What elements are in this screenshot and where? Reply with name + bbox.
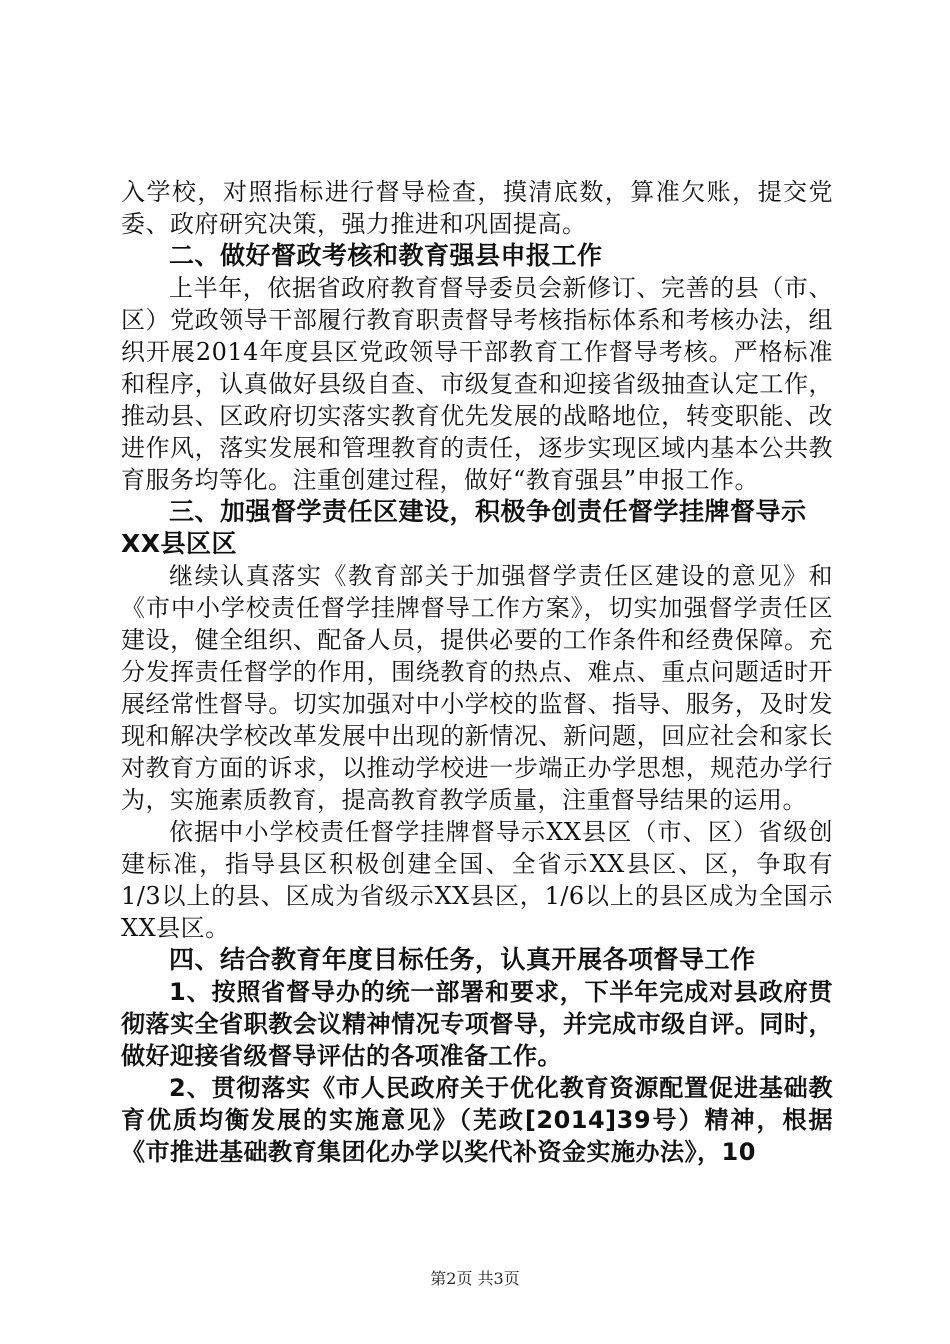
section-heading-4: 四、结合教育年度目标任务，认真开展各项督导工作	[169, 945, 756, 974]
document-body	[121, 176, 833, 1168]
section-heading-2: 二、做好督政考核和教育强县申报工作	[169, 241, 603, 270]
paragraph-continuation: 入学校，对照指标进行督导检查，摸清底数，算准欠账，提交党委、政府研究决策，强力推进和巩固提高。	[121, 178, 833, 238]
section-heading-3: 三、加强督学责任区建设，积极争创责任督学挂牌督导示XX县区区	[121, 497, 807, 558]
paragraph-item-1: 1、按照省督导办的统一部署和要求，下半年完成对县政府贯彻落实全省职教会议精神情况专项督导，并完成市级自评。同时，做好迎接省级督导评估的各项准备工作。	[121, 978, 833, 1070]
paragraph-item-2: 2、贯彻落实《市人民政府关于优化教育资源配置促进基础教育优质均衡发展的实施意见》（芜政[2014]39号）精神，根据《市推进基础教育集团化办学以奖代补资金实施办法》，10	[121, 1074, 833, 1166]
paragraph-assessment: 上半年，依据省政府教育督导委员会新修订、完善的县（市、区）党政领导干部履行教育职责督导考核指标体系和考核办法，组织开展2014年度县区党政领导干部教育工作督导考核。严格标准和程序，认真做好县级自查、市级复查和迎接省级抽查认定工作，推动县、区政府切实落实教育优先发展的战略地位，转变职能、改进作风，落实发展和管理教育的责任，逐步实现区域内基本公共教育服务均等化。注重创建过程，做好“教育强县”申报工作。	[121, 274, 833, 494]
paragraph-demonstration-county: 依据中小学校责任督学挂牌督导示XX县区（市、区）省级创建标准，指导县区积极创建全国、全省示XX县区、区，争取有1/3以上的县、区成为省级示XX县区，1/6以上的县区成为全国示XX县区。	[121, 818, 833, 942]
paragraph-responsibility-zone: 继续认真落实《教育部关于加强督学责任区建设的意见》和《市中小学校责任督学挂牌督导工作方案》，切实加强督学责任区建设，健全组织、配备人员，提供必要的工作条件和经费保障。充分发挥责任督学的作用，围绕教育的热点、难点、重点问题适时开展经常性督导。切实加强对中小学校的监督、指导、服务，及时发现和解决学校改革发展中出现的新情况、新问题，回应社会和家长对教育方面的诉求，以推动学校进一步端正办学思想，规范办学行为，实施素质教育，提高教育教学质量，注重督导结果的运用。	[121, 562, 833, 814]
page-number-footer: 第2页 共3页	[430, 1269, 520, 1288]
